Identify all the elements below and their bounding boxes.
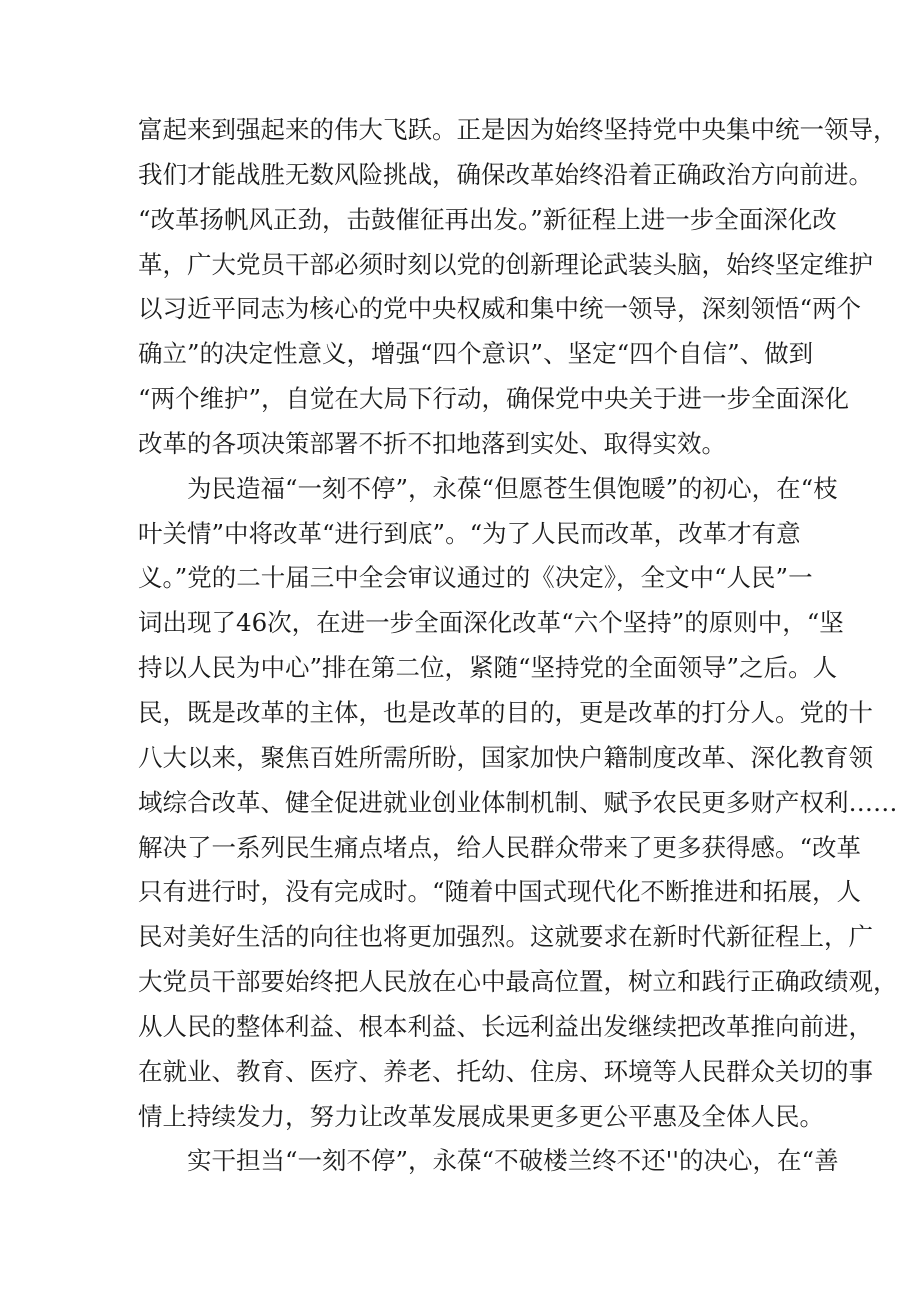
paragraph — [138, 1139, 839, 1184]
text-line: 革，广大党员干部必须时刻以党的创新理论武装头脑，始终坚定维护 — [138, 249, 873, 279]
text-line: 为民造福“一刻不停”，永葆“但愿苍生俱饱暖”的初心，在“枝 — [187, 473, 838, 503]
text-line: 词出现了46次，在进一步全面深化改革“六个坚持”的原则中，“坚 — [138, 608, 844, 638]
text-line: 在就业、教育、医疗、养老、托幼、住房、环境等人民群众关切的事 — [138, 1056, 873, 1086]
text-line: 八大以来，聚焦百姓所需所盼，国家加快户籍制度改革、深化教育领 — [138, 742, 873, 772]
text-line: “改革扬帆风正劲，击鼓催征再出发。”新征程上进一步全面深化改 — [138, 204, 837, 234]
text-line: 确立”的决定性意义，增强“四个意识”、坚定“四个自信”、做到 — [138, 339, 814, 369]
text-line: 大党员干部要始终把人民放在心中最高位置，树立和践行正确政绩观， — [138, 967, 898, 997]
paragraph — [138, 467, 898, 1140]
text-line: 富起来到强起来的伟大飞跃。正是因为始终坚持党中央集中统一领导， — [138, 115, 898, 144]
text-line: 只有进行时，没有完成时。“随着中国式现代化不断推进和拓展，人 — [138, 877, 862, 907]
text-line: 解决了一系列民生痛点堵点，给人民群众带来了更多获得感。“改革 — [138, 832, 862, 862]
text-line: 实干担当“一刻不停”，永葆“不破楼兰终不还''的决心，在“善 — [187, 1146, 839, 1176]
text-line: 民，既是改革的主体，也是改革的目的，更是改革的打分人。党的十 — [138, 697, 873, 727]
text-line: 义。”党的二十届三中全会审议通过的《决定》，全文中“人民”一 — [138, 563, 813, 593]
text-line: “两个维护”，自觉在大局下行动，确保党中央关于进一步全面深化 — [138, 384, 850, 414]
document-body — [138, 108, 898, 1184]
text-line: 叶关情”中将改革“进行到底”。“为了人民而改革，改革才有意 — [138, 518, 801, 548]
text-line: 我们才能战胜无数风险挑战，确保改革始终沿着正确政治方向前进。 — [138, 159, 873, 189]
text-line: 从人民的整体利益、根本利益、长远利益出发继续把改革推向前进， — [138, 1011, 873, 1041]
text-line: 域综合改革、健全促进就业创业体制机制、赋予农民更多财产权利…… — [138, 787, 898, 817]
text-line: 改革的各项决策部署不折不扣地落到实处、取得实效。 — [138, 428, 726, 458]
text-line: 情上持续发力，努力让改革发展成果更多更公平惠及全体人民。 — [138, 1101, 824, 1131]
paragraph — [138, 108, 898, 467]
text-line: 民对美好生活的向往也将更加强烈。这就要求在新时代新征程上，广 — [138, 922, 873, 952]
text-line: 持以人民为中心”排在第二位，紧随“坚持党的全面领导”之后。人 — [138, 653, 838, 683]
text-line: 以习近平同志为核心的党中央权威和集中统一领导，深刻领悟“两个 — [138, 294, 862, 324]
